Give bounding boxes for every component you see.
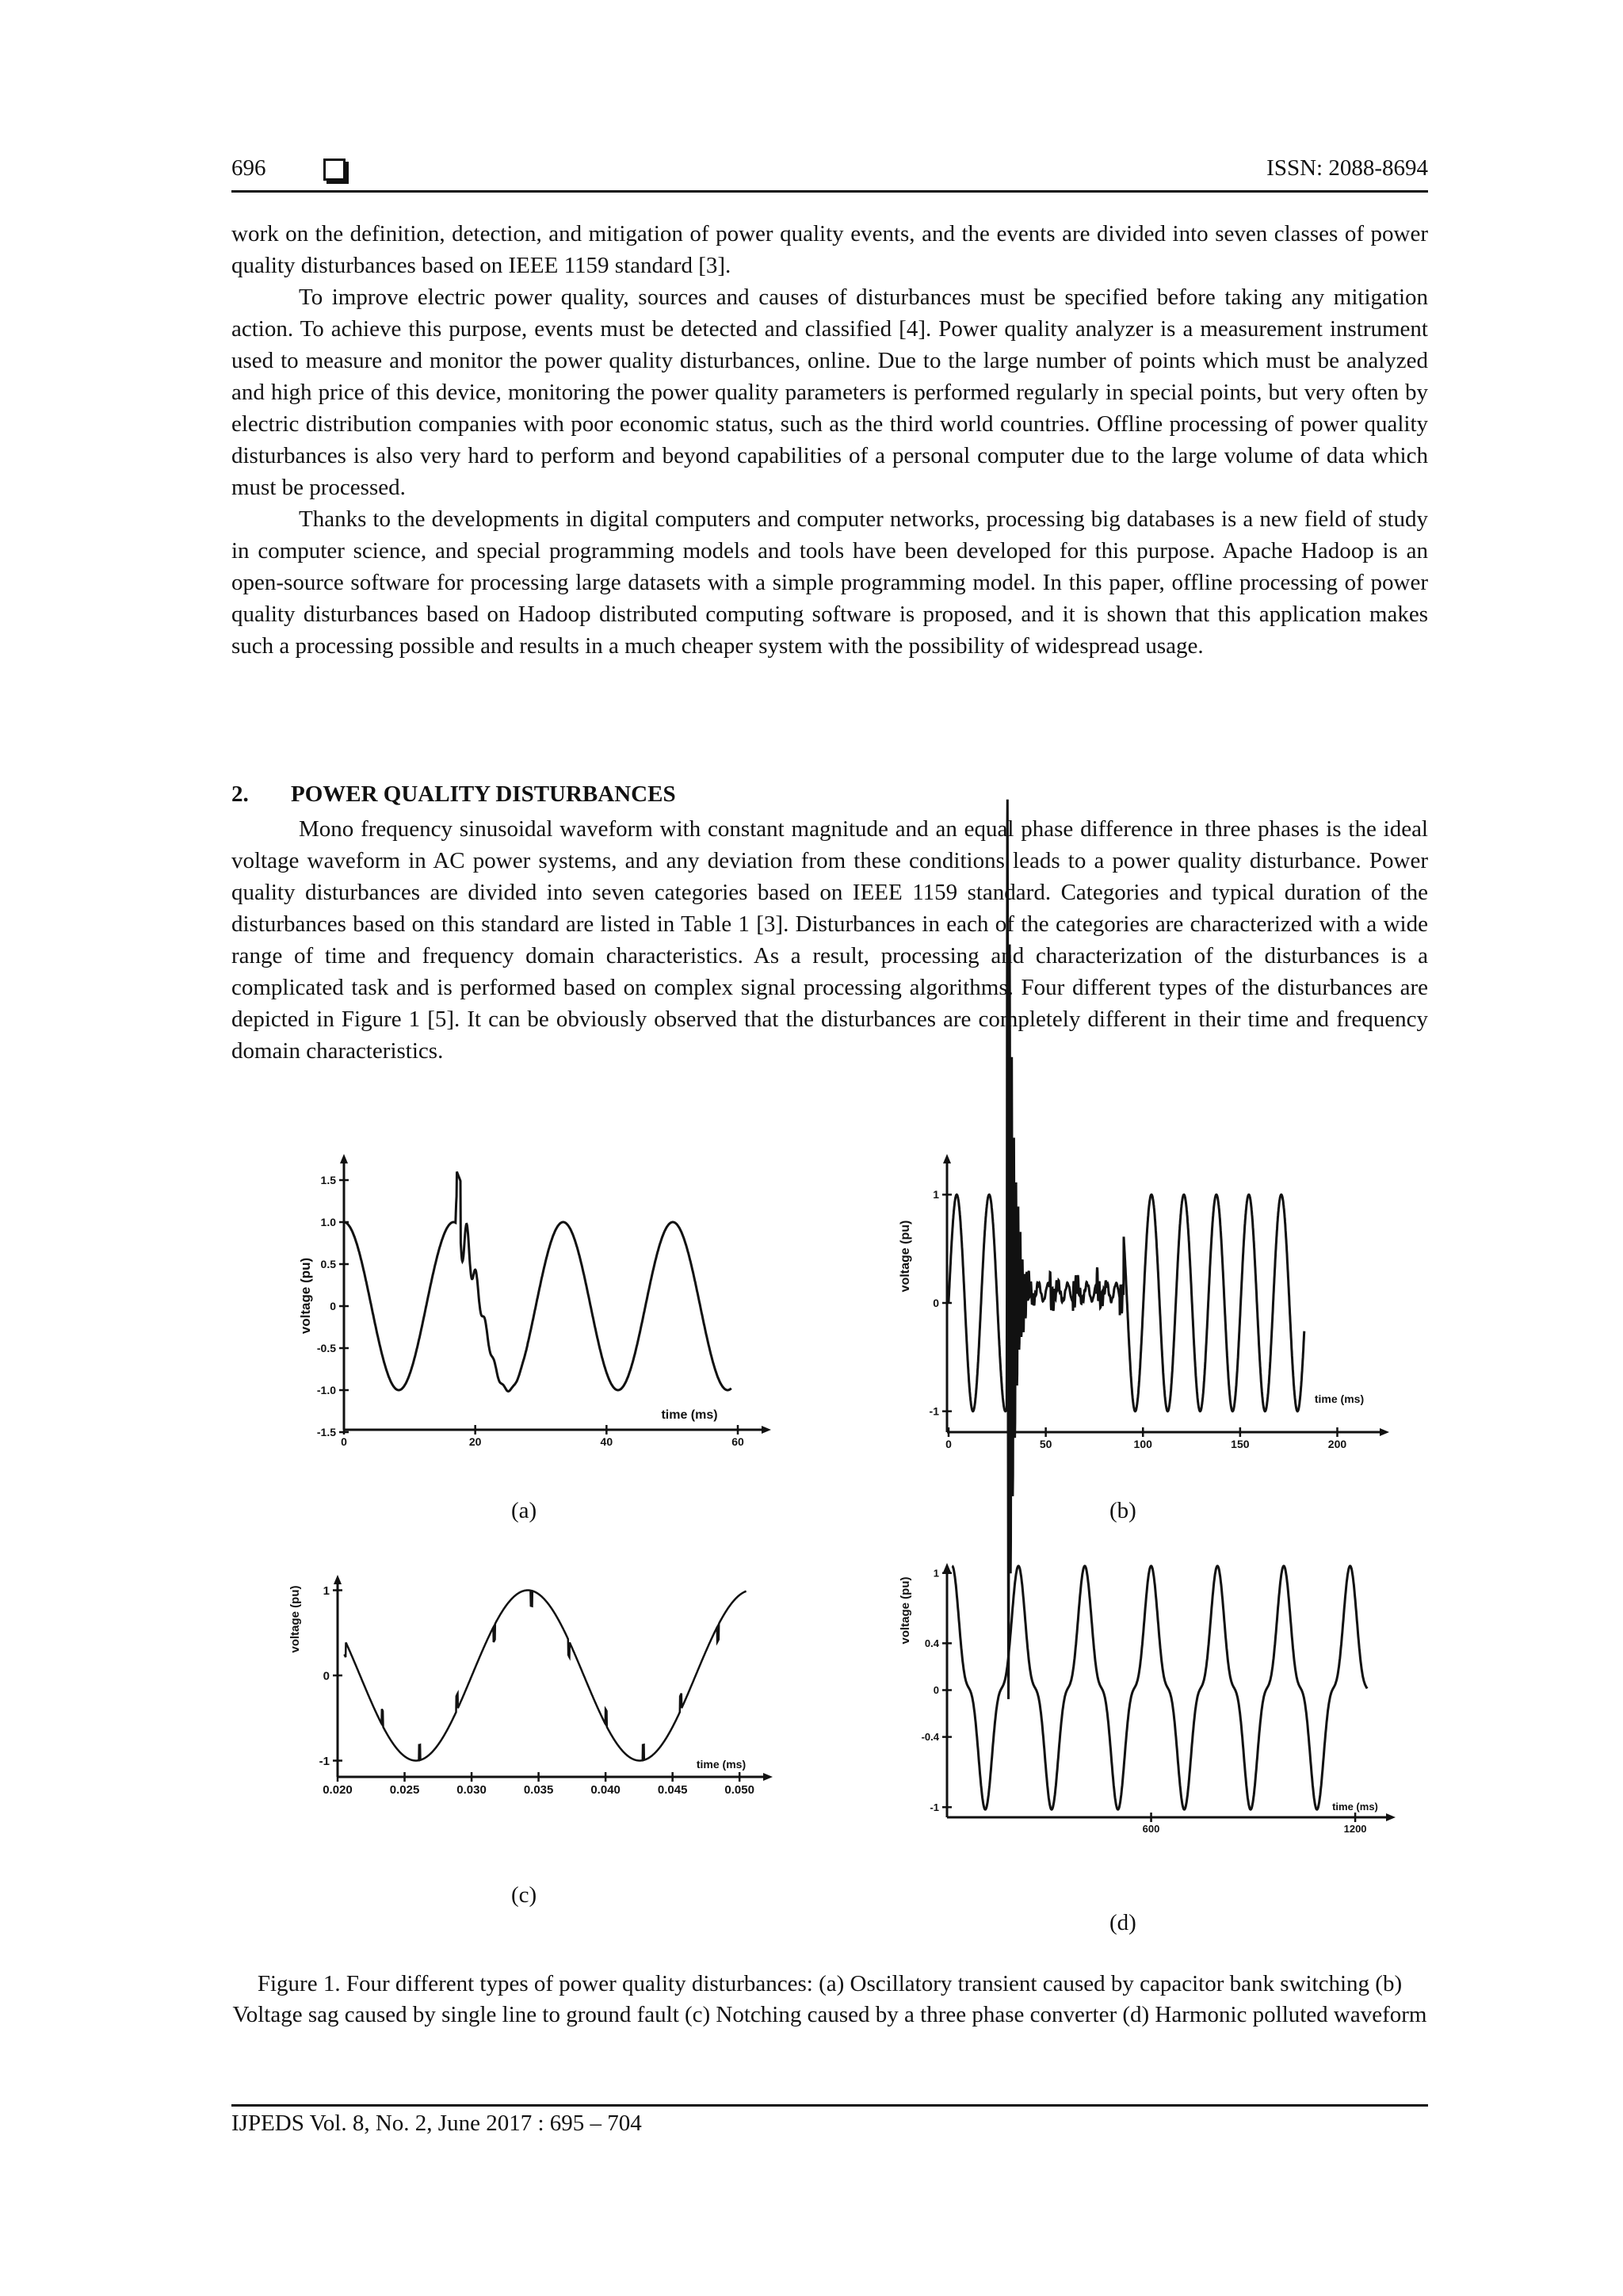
sublabel-b: (b) bbox=[1109, 1498, 1136, 1523]
paragraph: work on the definition, detection, and mitigation of power quality events, and the events are divided into seven classes of power quality disturbances based on IEEE 1159 standard [3]. bbox=[231, 221, 1428, 278]
x-ticks bbox=[341, 1425, 744, 1448]
x-tick-label: 0 bbox=[945, 1438, 952, 1450]
sublabel-c: (c) bbox=[511, 1882, 537, 1908]
x-ticks bbox=[945, 1427, 1346, 1450]
figure-caption: Figure 1. Four different types of power quality disturbances: (a) Oscillatory transient caused by capacitor bank switching (b) Voltage sag caused by single line to ground fault (c) Notching caused by a three phase converter (d) Harmonic polluted waveform bbox=[232, 1971, 1427, 2027]
axes bbox=[334, 1575, 773, 1781]
checkbox-square-icon bbox=[323, 159, 346, 181]
x-tick-label: 0.030 bbox=[456, 1783, 487, 1797]
chart-b bbox=[892, 1149, 1399, 1466]
header-divider bbox=[231, 190, 1428, 193]
x-tick-label: 50 bbox=[1039, 1438, 1052, 1450]
paragraph: Thanks to the developments in digital computers and computer networks, processing big databases is a new field of study in computer science, and special programming models and tools have been developed for this purpose. Apache Hadoop is an open-source software for processing large datasets with a simple programming model. In this paper, offline processing of power quality disturbances based on Hadoop distributed computing software is proposed, and it is shown that this application makes such a processing possible and results in a much cheaper system with the possibility of widespread usage. bbox=[231, 506, 1428, 659]
x-tick-label: 200 bbox=[1327, 1438, 1347, 1450]
page-header bbox=[231, 155, 1428, 195]
y-tick-label: 1 bbox=[933, 1567, 939, 1580]
section-title: POWER QUALITY DISTURBANCES bbox=[291, 781, 676, 807]
sublabel-d: (d) bbox=[1109, 1910, 1136, 1935]
x-tick-label: 40 bbox=[600, 1435, 613, 1448]
section-number: 2. bbox=[231, 781, 249, 807]
series-line bbox=[952, 1566, 1367, 1809]
x-tick-label: 0.050 bbox=[724, 1783, 754, 1797]
x-tick-label: 150 bbox=[1231, 1438, 1250, 1450]
section-body bbox=[231, 813, 1428, 1067]
y-tick-label: 0 bbox=[330, 1299, 336, 1312]
x-axis-label: time (ms) bbox=[1314, 1392, 1365, 1405]
x-tick-label: 1200 bbox=[1343, 1823, 1367, 1835]
series-line bbox=[345, 1591, 747, 1761]
x-axis-label: time (ms) bbox=[661, 1408, 718, 1422]
y-tick-label: -0.5 bbox=[316, 1341, 336, 1354]
x-axis-label: time (ms) bbox=[696, 1758, 747, 1771]
chart-d bbox=[892, 1561, 1407, 1862]
y-tick-label: 0 bbox=[933, 1684, 939, 1697]
y-tick-label: 0.5 bbox=[320, 1257, 336, 1270]
series-line bbox=[344, 1171, 731, 1391]
y-tick-label: -1.5 bbox=[316, 1425, 336, 1438]
y-tick-label: 1.5 bbox=[320, 1173, 336, 1186]
y-tick-label: 1 bbox=[933, 1188, 939, 1201]
issn-label: ISSN: 2088-8694 bbox=[1266, 155, 1428, 181]
x-tick-label: 0.045 bbox=[657, 1783, 688, 1797]
y-axis-label: voltage (pu) bbox=[288, 1585, 302, 1653]
y-ticks bbox=[319, 1584, 342, 1768]
x-tick-label: 0 bbox=[341, 1435, 347, 1448]
x-tick-label: 0.020 bbox=[323, 1783, 353, 1797]
y-tick-label: 0 bbox=[323, 1669, 330, 1683]
y-tick-label: 0 bbox=[933, 1296, 939, 1309]
intro-text bbox=[231, 218, 1428, 662]
chart-c bbox=[281, 1573, 781, 1843]
y-tick-label: -0.4 bbox=[921, 1731, 939, 1744]
x-tick-label: 600 bbox=[1142, 1823, 1160, 1835]
paragraph: To improve electric power quality, sources and causes of disturbances must be specified before taking any mitigation action. To achieve this purpose, events must be detected and classified [4]. Power quality analyzer is a measurement instrument used to measure and monitor the power quality disturbances, online. Due to the large number of points which must be analyzed and high price of this device, monitoring the power quality parameters is performed regularly in special points, but very often by electric distribution companies with poor economic status, such as the third world countries. Offline processing of power quality disturbances is also very hard to perform and beyond capabilities of a personal computer due to the large volume of data which must be processed. bbox=[231, 285, 1428, 500]
y-tick-label: 1.0 bbox=[320, 1215, 336, 1228]
chart-a bbox=[281, 1149, 781, 1466]
footer-citation: IJPEDS Vol. 8, No. 2, June 2017 : 695 – 704 bbox=[231, 2111, 642, 2136]
sublabel-a: (a) bbox=[511, 1498, 537, 1523]
y-tick-label: -1.0 bbox=[316, 1383, 336, 1396]
y-tick-label: 1 bbox=[323, 1584, 330, 1598]
y-axis-label: voltage (pu) bbox=[298, 1257, 313, 1335]
x-tick-label: 20 bbox=[468, 1435, 482, 1448]
x-tick-label: 0.025 bbox=[389, 1783, 420, 1797]
x-ticks bbox=[1143, 1813, 1367, 1835]
y-tick-label: -1 bbox=[319, 1754, 330, 1768]
section-heading bbox=[231, 781, 676, 808]
y-tick-label: -1 bbox=[930, 1801, 939, 1813]
paragraph: Mono frequency sinusoidal waveform with constant magnitude and an equal phase difference in three phases is the ideal voltage waveform in AC power systems, and any deviation from these conditions leads to a power quality disturbance. Power quality disturbances are divided into seven categories based on IEEE 1159 standard. Categories and typical duration of the disturbances based on this standard are listed in Table 1 [3]. Disturbances in each of the categories are characterized with a wide range of time and frequency domain characteristics. As a result, processing and characterization of the disturbances is a complicated task and is performed based on complex signal processing algorithms. Four different types of the disturbances are depicted in Figure 1 [5]. It can be obviously observed that the disturbances are completely different in their time and frequency domain characteristics. bbox=[231, 816, 1428, 1064]
x-tick-label: 100 bbox=[1133, 1438, 1152, 1450]
axes bbox=[340, 1154, 771, 1434]
y-tick-label: -1 bbox=[929, 1404, 939, 1418]
x-axis-label: time (ms) bbox=[1332, 1801, 1378, 1813]
y-axis-label: voltage (pu) bbox=[899, 1220, 912, 1293]
y-axis-label: voltage (pu) bbox=[899, 1576, 912, 1645]
x-tick-label: 0.040 bbox=[590, 1783, 621, 1797]
footer-divider bbox=[231, 2104, 1428, 2107]
page-number: 696 bbox=[231, 155, 266, 181]
x-tick-label: 0.035 bbox=[523, 1783, 554, 1797]
x-tick-label: 60 bbox=[731, 1435, 744, 1448]
y-tick-label: 0.4 bbox=[924, 1637, 939, 1649]
